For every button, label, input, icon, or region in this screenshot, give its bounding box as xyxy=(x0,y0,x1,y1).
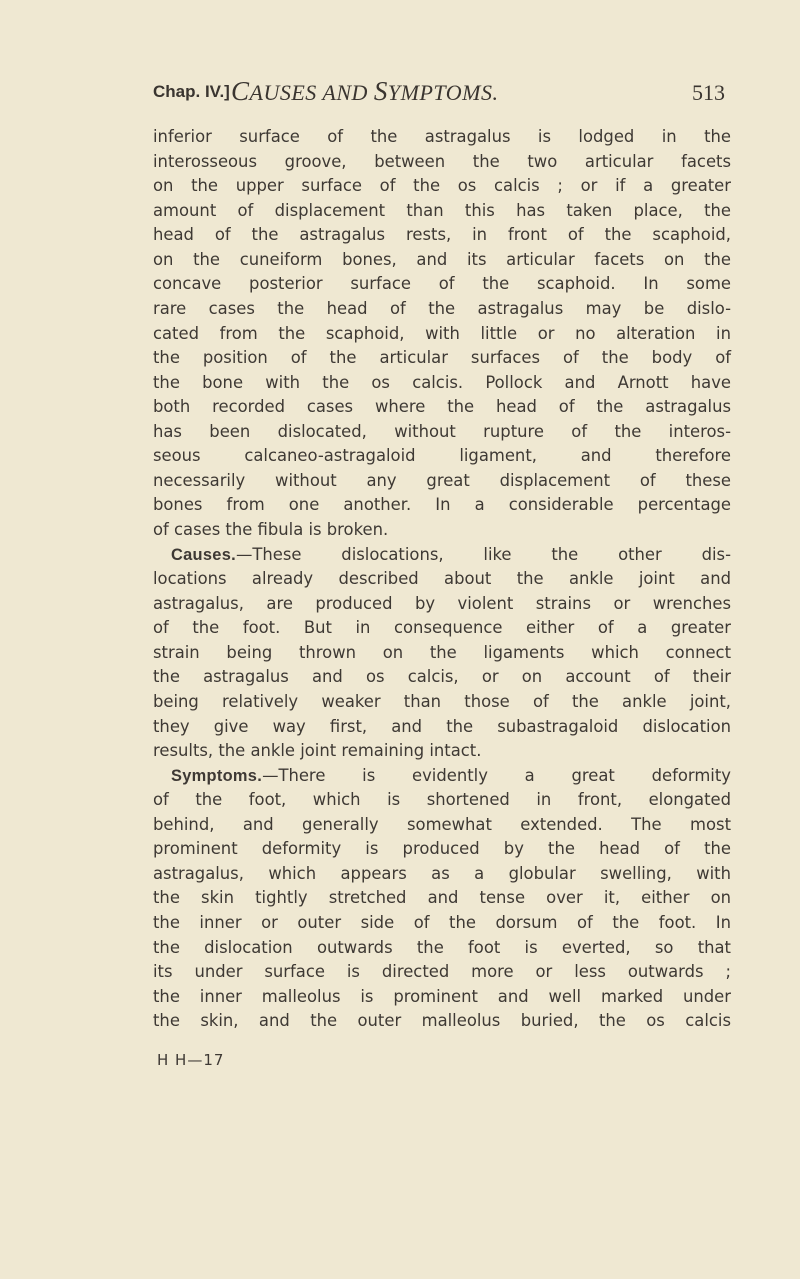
text-line: results, the ankle joint remaining intact. xyxy=(153,741,482,761)
text-line: locations already described about the ankle joint and xyxy=(153,569,731,589)
text-line: cated from the scaphoid, with little or no alteration in xyxy=(153,323,731,343)
symptoms-heading: Symptoms. xyxy=(171,766,263,785)
text-line xyxy=(153,764,731,789)
text-line: being relatively weaker than those of the ankle joint, xyxy=(153,691,731,711)
running-title xyxy=(231,76,498,107)
text-line: they give way first, and the subastragaloid dislocation xyxy=(153,716,731,736)
text-line: of cases the fibula is broken. xyxy=(153,520,389,539)
text-line: its under surface is directed more or less outwards ; xyxy=(153,962,731,982)
chapter-label: Chap. IV.] xyxy=(153,82,230,101)
text-line: the position of the articular surfaces of the body of xyxy=(153,348,731,368)
paragraph-displacement xyxy=(153,125,731,543)
text-line: has been dislocated, without rupture of the interos- xyxy=(153,421,731,441)
text-line: both recorded cases where the head of the astragalus xyxy=(153,397,731,417)
text-line: interosseous groove, between the two articular facets xyxy=(153,151,731,171)
section-causes xyxy=(153,543,731,764)
causes-heading: Causes. xyxy=(171,545,236,564)
text-line: concave posterior surface of the scaphoid. In some xyxy=(153,274,731,294)
page-number: 513 xyxy=(692,80,725,105)
text-line: prominent deformity is produced by the head of the xyxy=(153,839,731,859)
symptoms-first-line: —There is evidently a great deformity xyxy=(262,765,731,785)
running-header xyxy=(153,76,725,120)
text-line: of the foot. But in consequence either of a greater xyxy=(153,618,731,638)
running-title-rest-1: AUSES AND xyxy=(249,80,374,105)
text-line: of the foot, which is shortened in front, elongated xyxy=(153,790,731,810)
text-line: the astragalus and os calcis, or on account of their xyxy=(153,667,731,687)
text-line: seous calcaneo-astragaloid ligament, and therefore xyxy=(153,446,731,466)
text-line: the skin, and the outer malleolus buried, the os calcis xyxy=(153,1011,731,1031)
text-line: strain being thrown on the ligaments which connect xyxy=(153,642,731,662)
body-text xyxy=(153,125,731,1034)
printer-signature: H H—17 xyxy=(157,1051,225,1069)
running-title-initial-1: C xyxy=(231,76,250,106)
text-line: on the upper surface of the os calcis ; or if a greater xyxy=(153,176,731,196)
section-symptoms xyxy=(153,764,731,1034)
running-title-initial-2: S xyxy=(373,76,388,106)
text-line: necessarily without any great displacement of these xyxy=(153,470,731,490)
text-line: the inner malleolus is prominent and well marked under xyxy=(153,986,731,1006)
text-line: astragalus, which appears as a globular swelling, with xyxy=(153,863,731,883)
text-line: inferior surface of the astragalus is lodged in the xyxy=(153,127,731,146)
text-line: astragalus, are produced by violent strains or wrenches xyxy=(153,593,731,613)
text-line xyxy=(153,543,731,568)
text-line: on the cuneiform bones, and its articular facets on the xyxy=(153,249,731,269)
text-line: behind, and generally somewhat extended. The most xyxy=(153,814,731,834)
text-line: rare cases the head of the astragalus may be dislo- xyxy=(153,298,731,318)
text-line: the bone with the os calcis. Pollock and Arnott have xyxy=(153,372,731,392)
text-line: the dislocation outwards the foot is everted, so that xyxy=(153,937,731,957)
text-line: bones from one another. In a considerable percentage xyxy=(153,495,731,515)
text-line: head of the astragalus rests, in front of the scaphoid, xyxy=(153,225,731,245)
text-line: the inner or outer side of the dorsum of the foot. In xyxy=(153,913,731,932)
text-line: the skin tightly stretched and tense over it, either on xyxy=(153,888,731,908)
causes-first-line: —These dislocations, like the other dis- xyxy=(235,544,731,564)
text-line: amount of displacement than this has taken place, the xyxy=(153,200,731,220)
running-title-rest-2: YMPTOMS. xyxy=(387,80,499,105)
